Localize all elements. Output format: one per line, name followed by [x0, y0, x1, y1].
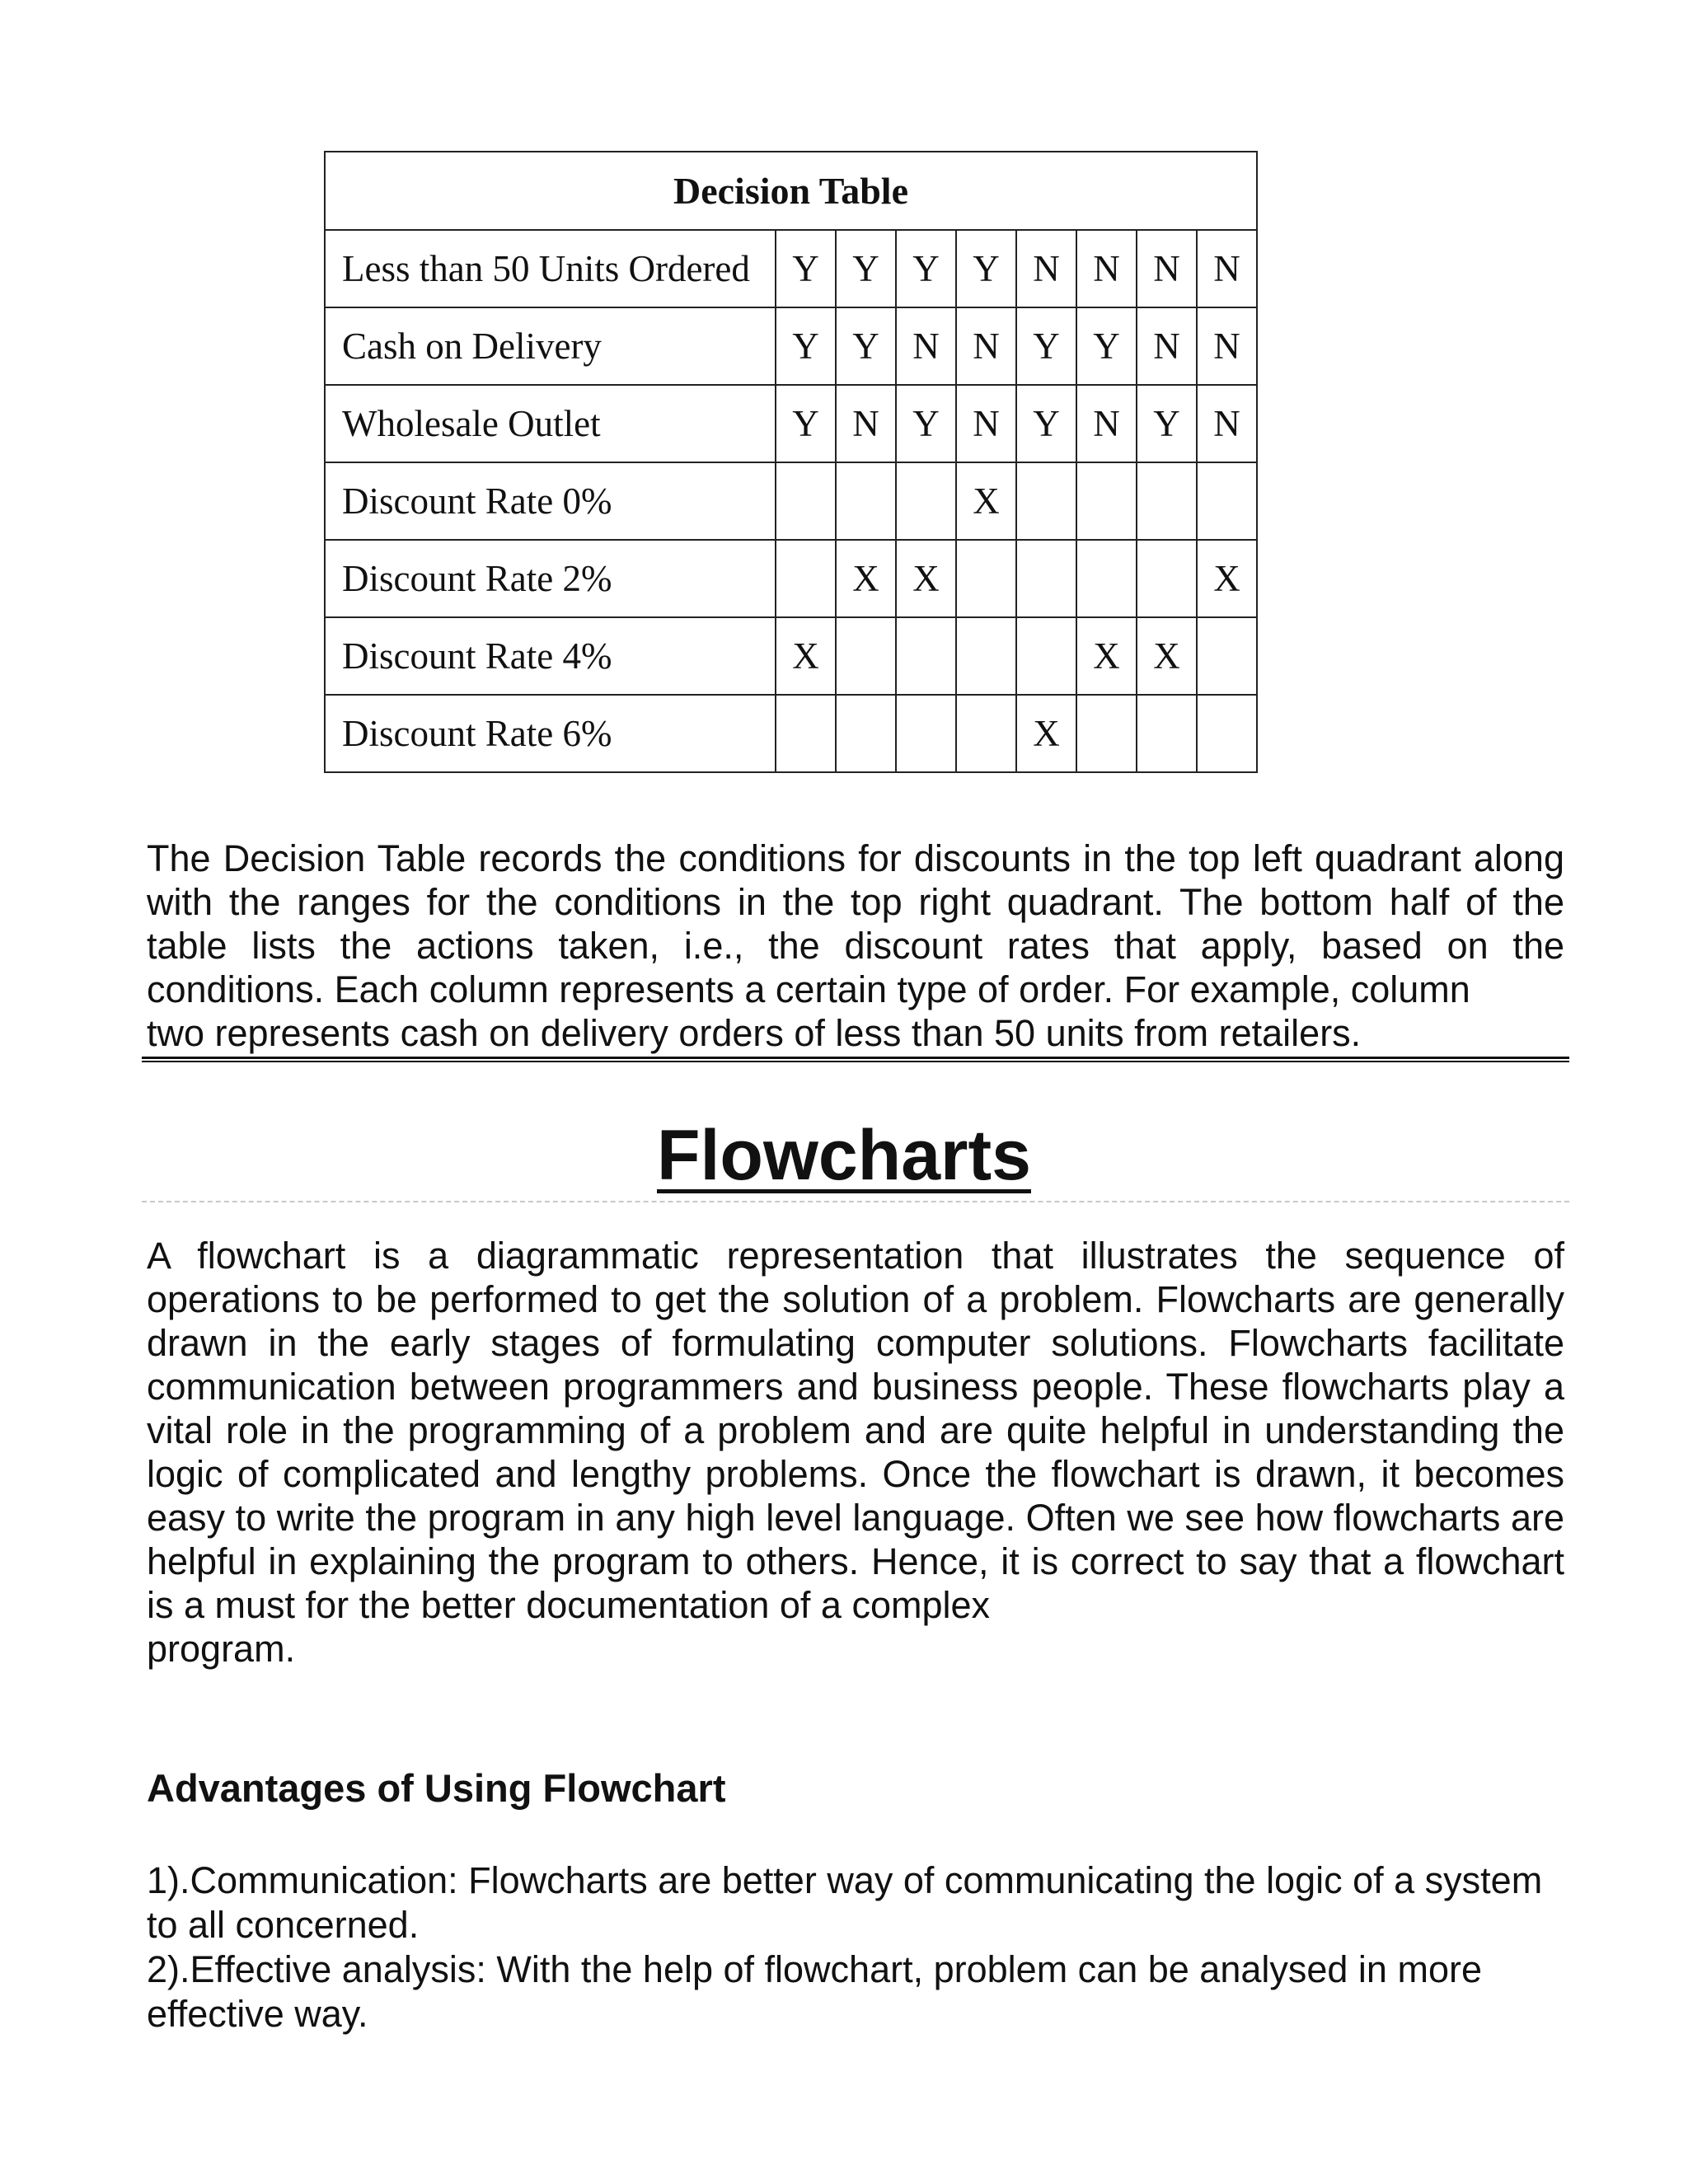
decision-table-cell	[1016, 540, 1076, 617]
decision-table-row	[325, 307, 1257, 385]
decision-table-row	[325, 385, 1257, 462]
decision-table-cell	[896, 462, 956, 540]
decision-table-cell	[1137, 695, 1197, 772]
decision-table-cell: X	[1016, 695, 1076, 772]
decision-table-cell: N	[1197, 385, 1257, 462]
decision-table-cell: Y	[1016, 307, 1076, 385]
decision-table	[324, 151, 1258, 773]
decision-table-row	[325, 617, 1257, 695]
decision-table-cell	[1197, 617, 1257, 695]
decision-table-row	[325, 695, 1257, 772]
heading-dashed-rule	[142, 1201, 1569, 1202]
decision-table-cell	[776, 695, 836, 772]
decision-table-row-label: Less than 50 Units Ordered	[325, 230, 776, 307]
decision-table-cell: Y	[776, 385, 836, 462]
decision-table-cell	[776, 462, 836, 540]
decision-table-cell	[1016, 462, 1076, 540]
decision-table-title: Decision Table	[325, 152, 1257, 230]
decision-table-cell: X	[896, 540, 956, 617]
decision-table-row	[325, 540, 1257, 617]
decision-table-cell: N	[1197, 230, 1257, 307]
decision-table-container	[324, 151, 1258, 773]
decision-table-cell: Y	[776, 230, 836, 307]
decision-table-row	[325, 230, 1257, 307]
table-description-paragraph	[147, 837, 1564, 1055]
decision-table-cell: N	[1137, 230, 1197, 307]
decision-table-cell: Y	[836, 230, 896, 307]
decision-table-row-label: Discount Rate 0%	[325, 462, 776, 540]
decision-table-cell: Y	[1076, 307, 1137, 385]
decision-table-cell: N	[1076, 385, 1137, 462]
decision-table-cell: N	[1197, 307, 1257, 385]
flowcharts-intro-last-line: program.	[147, 1628, 296, 1670]
decision-table-cell	[956, 540, 1016, 617]
decision-table-row-label: Discount Rate 2%	[325, 540, 776, 617]
decision-table-cell: Y	[1016, 385, 1076, 462]
decision-table-cell	[1016, 617, 1076, 695]
decision-table-cell	[1197, 695, 1257, 772]
decision-table-cell: N	[836, 385, 896, 462]
decision-table-cell	[1076, 462, 1137, 540]
decision-table-cell	[1137, 462, 1197, 540]
decision-table-row-label: Wholesale Outlet	[325, 385, 776, 462]
decision-table-cell: X	[776, 617, 836, 695]
decision-table-cell: X	[1137, 617, 1197, 695]
decision-table-cell	[1076, 540, 1137, 617]
decision-table-cell	[1076, 695, 1137, 772]
decision-table-cell: Y	[896, 230, 956, 307]
decision-table-row-label: Discount Rate 4%	[325, 617, 776, 695]
decision-table-cell: X	[956, 462, 1016, 540]
advantage-item: 2).Effective analysis: With the help of flowchart, problem can be analysed in more effective way.	[147, 1948, 1482, 2035]
decision-table-cell: N	[1016, 230, 1076, 307]
table-description-body: The Decision Table records the conditions for discounts in the top left quadrant along with the ranges for the conditions in the top right quadrant. The bottom half of the table lists the actions taken, i.e., the discount rates that apply, based on the conditions. Each column represents a certain type of order. For example, column	[147, 837, 1564, 1010]
table-description-last-line: two represents cash on delivery orders of less than 50 units from retailers.	[147, 1012, 1362, 1054]
decision-table-cell	[896, 617, 956, 695]
decision-table-cell: N	[956, 385, 1016, 462]
decision-table-cell: N	[1076, 230, 1137, 307]
decision-table-cell	[836, 695, 896, 772]
decision-table-cell	[776, 540, 836, 617]
advantages-heading: Advantages of Using Flowchart	[147, 1766, 726, 1810]
decision-table-cell: X	[1197, 540, 1257, 617]
decision-table-cell: X	[1076, 617, 1137, 695]
decision-table-cell: Y	[776, 307, 836, 385]
decision-table-row-label: Cash on Delivery	[325, 307, 776, 385]
advantages-list	[147, 1858, 1564, 2036]
flowcharts-intro-body: A flowchart is a diagrammatic representation that illustrates the sequence of operations to be performed to get the solution of a problem. Flowcharts are generally drawn in the early stages of formulating computer solutions. Flowcharts facilitate communication between programmers and business people. These flowcharts play a vital role in the programming of a problem and are quite helpful in understanding the logic of complicated and lengthy problems. Once the flowchart is drawn, it becomes easy to write the program in any high level language. Often we see how flowcharts are helpful in explaining the program to others. Hence, it is correct to say that a flowchart is a must for the better documentation of a complex	[147, 1235, 1564, 1626]
decision-table-cell	[1137, 540, 1197, 617]
decision-table-cell: Y	[836, 307, 896, 385]
advantage-item: 1).Communication: Flowcharts are better way of communicating the logic of a system to all concerned.	[147, 1859, 1543, 1946]
decision-table-cell: N	[896, 307, 956, 385]
decision-table-cell	[836, 462, 896, 540]
decision-table-cell: X	[836, 540, 896, 617]
decision-table-cell: N	[956, 307, 1016, 385]
decision-table-cell	[956, 695, 1016, 772]
decision-table-body	[325, 230, 1257, 772]
decision-table-cell: Y	[1137, 385, 1197, 462]
decision-table-cell	[896, 695, 956, 772]
decision-table-cell	[1197, 462, 1257, 540]
section-divider	[142, 1057, 1569, 1062]
decision-table-cell: Y	[956, 230, 1016, 307]
decision-table-cell	[956, 617, 1016, 695]
decision-table-cell	[836, 617, 896, 695]
decision-table-cell: Y	[896, 385, 956, 462]
flowcharts-heading: Flowcharts	[657, 1116, 1031, 1195]
decision-table-row-label: Discount Rate 6%	[325, 695, 776, 772]
decision-table-row	[325, 462, 1257, 540]
decision-table-cell: N	[1137, 307, 1197, 385]
flowcharts-intro-paragraph	[147, 1234, 1564, 1671]
